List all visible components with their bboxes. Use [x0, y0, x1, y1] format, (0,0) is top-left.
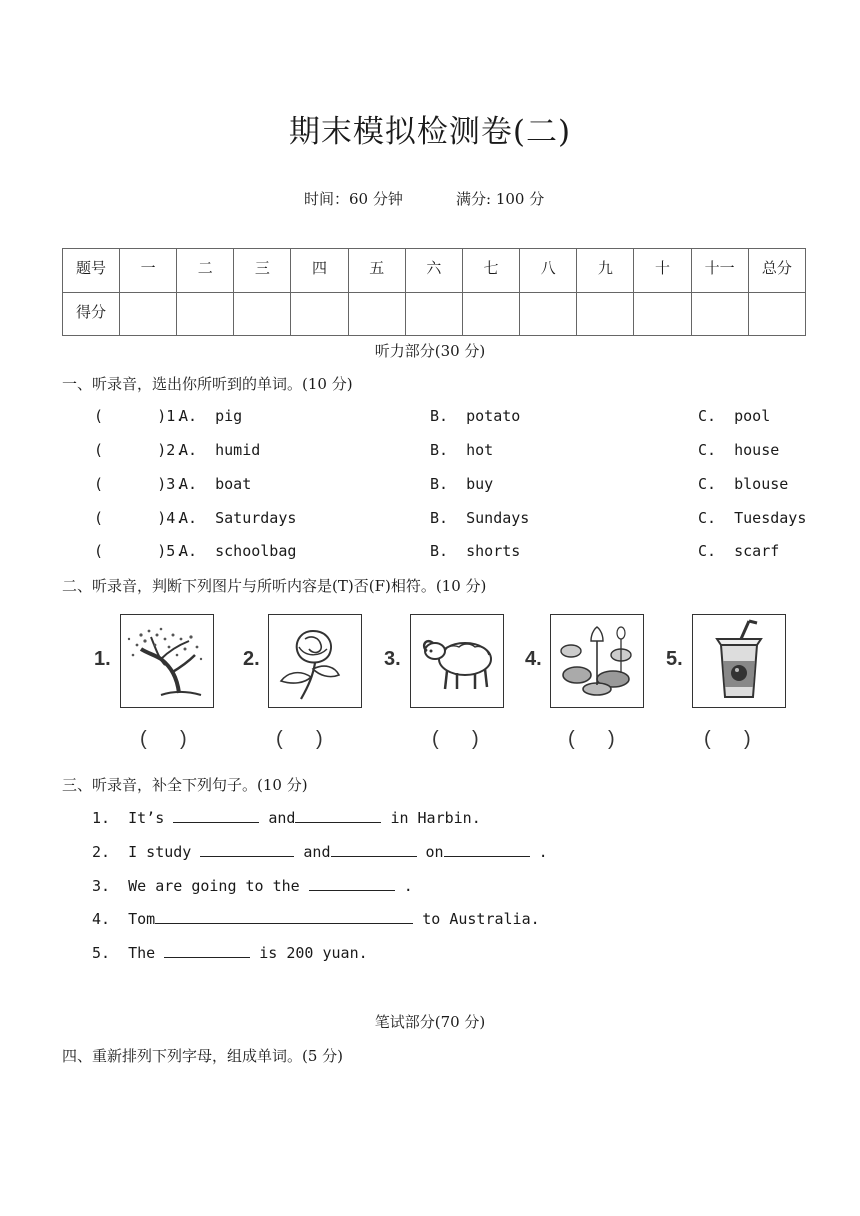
option-a: A. Saturdays	[179, 509, 297, 527]
header-cell: 七	[462, 249, 519, 293]
header-cell: 十	[634, 249, 691, 293]
score-cell[interactable]	[291, 292, 348, 336]
picture-number: 4.	[525, 648, 542, 670]
score-cell[interactable]	[405, 292, 462, 336]
sentence-2: 2. I study and on .	[92, 843, 548, 861]
option-b: B. potato	[430, 407, 521, 425]
answer-blank[interactable]: ( )1.	[94, 407, 185, 425]
rose-icon	[268, 614, 362, 708]
drink-cup-icon	[692, 614, 786, 708]
page-title: 期末模拟检测卷(二)	[288, 114, 572, 150]
sentence-5: 5. The is 200 yuan.	[92, 944, 368, 962]
sentence-3: 3. We are going to the .	[92, 877, 413, 895]
option-c: C. house	[698, 441, 780, 459]
written-part-heading: 笔试部分(70 分)	[374, 1013, 486, 1031]
fill-blank[interactable]	[309, 876, 395, 891]
header-cell: 九	[577, 249, 634, 293]
picture-number: 3.	[384, 648, 401, 670]
picture-number: 2.	[243, 648, 260, 670]
option-a: A. pig	[179, 407, 243, 425]
score-cell[interactable]	[234, 292, 291, 336]
time-label: 时间：60 分钟	[304, 190, 403, 208]
score-cell[interactable]	[577, 292, 634, 336]
header-cell: 一	[120, 249, 177, 293]
option-b: B. buy	[430, 475, 494, 493]
answer-paren[interactable]: ( )	[568, 728, 615, 750]
answer-paren[interactable]: ( )	[276, 728, 323, 750]
fill-blank[interactable]	[155, 909, 413, 924]
sentence-4: 4. Tom to Australia.	[92, 910, 540, 928]
sentence-1: 1. It’s and in Harbin.	[92, 809, 481, 827]
section3-heading: 三、听录音，补全下列句子。(10 分)	[62, 776, 308, 794]
fill-blank[interactable]	[164, 943, 250, 958]
score-cell[interactable]	[520, 292, 577, 336]
sheep-icon	[410, 614, 504, 708]
option-c: C. Tuesdays	[698, 509, 807, 527]
score-row-label: 得分	[63, 292, 120, 336]
option-a: A. schoolbag	[179, 542, 297, 560]
section2-heading: 二、听录音，判断下列图片与所听内容是(T)否(F)相符。(10 分)	[62, 577, 487, 595]
header-cell: 题号	[63, 249, 120, 293]
answer-blank[interactable]: ( )2.	[94, 441, 185, 459]
picture-number: 1.	[94, 648, 111, 670]
score-cell[interactable]	[634, 292, 691, 336]
section1-heading: 一、听录音，选出你所听到的单词。(10 分)	[62, 375, 353, 393]
answer-paren[interactable]: ( )	[140, 728, 187, 750]
header-cell: 八	[520, 249, 577, 293]
score-cell[interactable]	[691, 292, 748, 336]
option-c: C. scarf	[698, 542, 780, 560]
option-c: C. blouse	[698, 475, 789, 493]
header-cell: 五	[348, 249, 405, 293]
header-cell: 三	[234, 249, 291, 293]
answer-paren[interactable]: ( )	[704, 728, 751, 750]
header-cell: 二	[177, 249, 234, 293]
score-table-score-row	[63, 292, 806, 336]
option-b: B. Sundays	[430, 509, 530, 527]
score-cell[interactable]	[177, 292, 234, 336]
option-a: A. boat	[179, 475, 252, 493]
option-b: B. hot	[430, 441, 494, 459]
score-cell[interactable]	[120, 292, 177, 336]
header-cell: 四	[291, 249, 348, 293]
fill-blank[interactable]	[173, 808, 259, 823]
answer-paren[interactable]: ( )	[432, 728, 479, 750]
header-cell: 十一	[691, 249, 748, 293]
header-cell: 总分	[748, 249, 805, 293]
option-b: B. shorts	[430, 542, 521, 560]
option-a: A. humid	[179, 441, 261, 459]
section4-heading: 四、重新排列下列字母，组成单词。(5 分)	[62, 1047, 344, 1065]
fill-blank[interactable]	[295, 808, 381, 823]
option-c: C. pool	[698, 407, 771, 425]
fill-blank[interactable]	[200, 842, 294, 857]
score-cell[interactable]	[748, 292, 805, 336]
score-cell[interactable]	[348, 292, 405, 336]
answer-blank[interactable]: ( )5.	[94, 542, 185, 560]
answer-blank[interactable]: ( )4.	[94, 509, 185, 527]
full-score-label: 满分: 100 分	[456, 190, 545, 208]
lotus-icon	[550, 614, 644, 708]
score-table-header-row	[63, 249, 806, 293]
fill-blank[interactable]	[331, 842, 417, 857]
score-table	[62, 248, 806, 336]
score-cell[interactable]	[462, 292, 519, 336]
picture-number: 5.	[666, 648, 683, 670]
fill-blank[interactable]	[444, 842, 530, 857]
answer-blank[interactable]: ( )3.	[94, 475, 185, 493]
windy-tree-icon	[120, 614, 214, 708]
listening-part-heading: 听力部分(30 分)	[374, 342, 486, 360]
header-cell: 六	[405, 249, 462, 293]
